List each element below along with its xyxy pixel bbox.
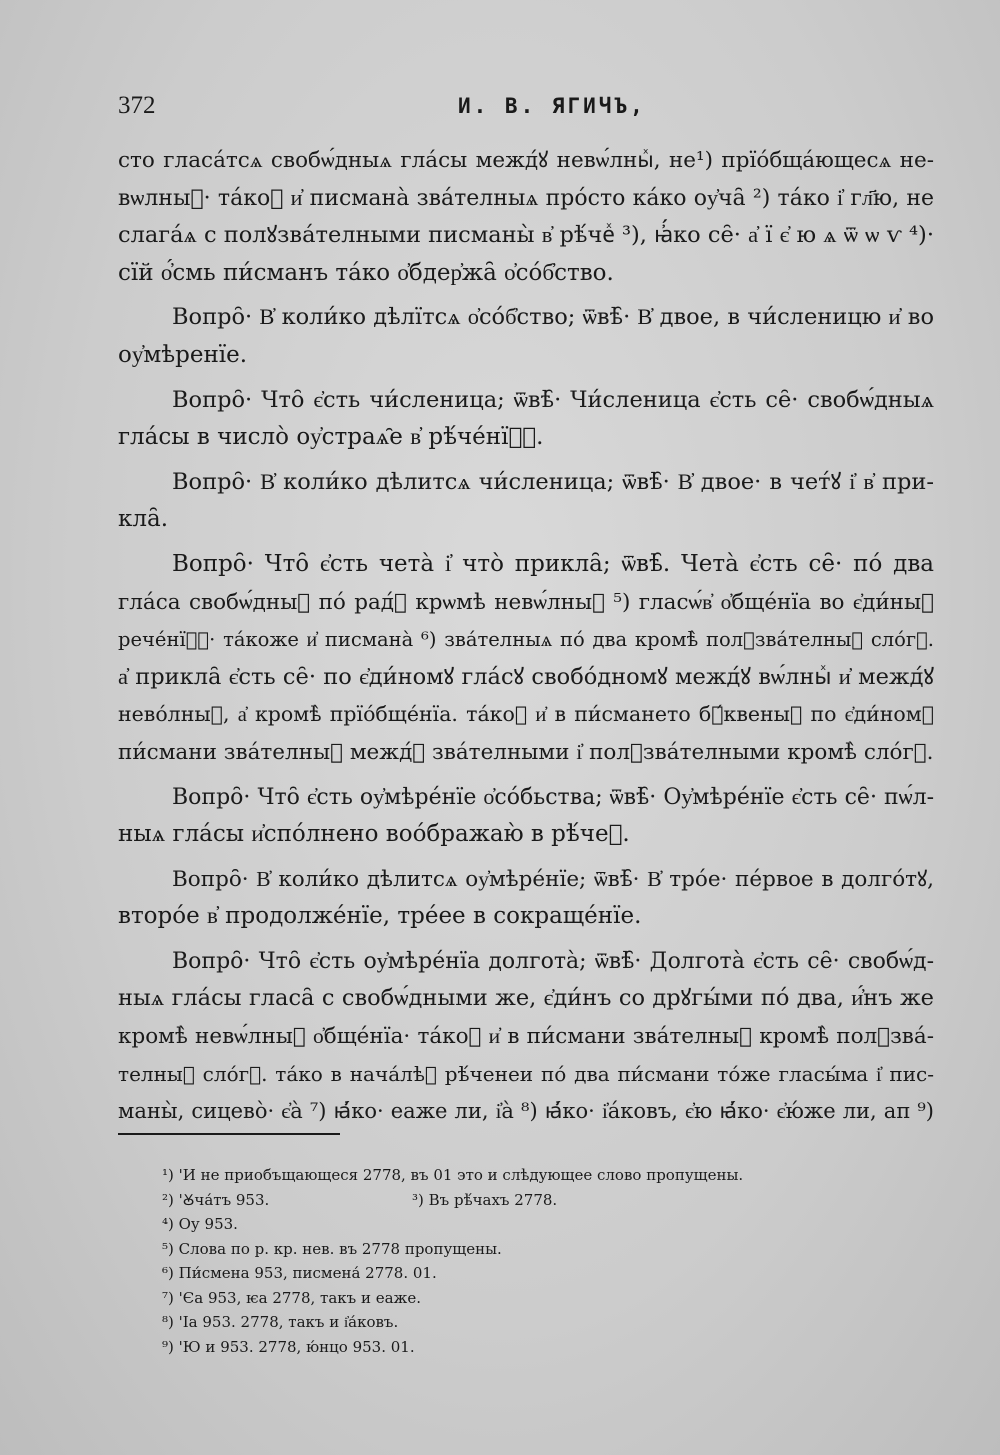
text-line: слага́ѧ с полꙋзва́телными писманы̀ в҆ рѣ́чеⷯ ³), ꙗ҆́ко се̑· а҆ ї є҆ ю ѧ ѿ ѡ ѵ ⁴)· (118, 222, 934, 249)
text-line: кромѣ̀ невѡ́лныⷯ о҆бще́нїа· та́коⷤ и҆ в пи́смани зва́телныⷯ кромѣ̀ полꙋзва́- (118, 1024, 934, 1050)
running-head: И. В. ЯГИЧЪ, (458, 94, 646, 118)
footnote: ⁸) 'Іа 953. 2778, такъ и і҆а́ковъ. (162, 1313, 399, 1331)
page-number: 372 (118, 92, 156, 119)
page-header (118, 92, 938, 128)
text-line: ныѧ гла́сы гласа̑ с свобѡ́дными же, є҆ди́нъ со дрꙋгы́ми по́ два, и҆́нъ же (118, 985, 934, 1012)
text-line: нево́лныⷯ, а҆ кромѣ̀ прїо́бще́нїа. та́коⷤ и҆ в пи́смането бꙋ́квеныⷯ по є҆ди́номꙋ (118, 702, 934, 727)
footnote: ⁹) 'Ю и 953. 2778, ю́нцо 953. 01. (162, 1337, 415, 1356)
text-line: гла́сы в число̀ оу҆страѧ̑е в҆ рѣ́че́нїѧⷯ. (118, 424, 544, 451)
text-line: Вопро̑· В҆ коли́ко дѣлитсѧ оу҆мѣре́нїе; ѿвѣ̑· В҆ тро́е· пе́рвое в долго́тꙋ, (172, 866, 934, 892)
text-line: Вопро̑· Что̑ є҆сть чета̀ і҆ что̀ прикла̑; ѿвѣ̑. Чета̀ є҆сть се̑· по́ два (172, 550, 934, 577)
footnote-pair (162, 1188, 862, 1213)
text-line: а҆ прикла̑ є҆сть се̑· по є҆ди́номꙋ гла́сꙋ свобо́дномꙋ межд́ꙋ вѡ́лныⷯ и҆ межд́ꙋ (118, 663, 934, 690)
text-line: Вопро̑· Что̑ є҆сть чи́сленица; ѿвѣ̑· Чи́сленица є҆сть се̑· свобѡ́дныѧ (172, 386, 934, 413)
text-line: вѡлныⷯ· та́коⷤ и҆ писмана̀ зва́телныѧ про́сто ка́ко оу҆ча̑ ²) та́ко і҆ гл҃ю, не (118, 185, 934, 211)
text-line: сїй о҆́смь пи́сманъ та́ко о҆бдер҆жа̑ о҆со́б҆ство. (118, 259, 614, 286)
text-line: Вопро̑· В҆ коли́ко дѣлитсѧ чи́сленица; ѿвѣ̑· В҆ двое· в чет́ꙋ і҆ в҆ при- (172, 468, 934, 495)
text-line: Вопро̑· Что̑ є҆сть оу҆мѣре́нїе о҆со́бьства; ѿвѣ̑· Оу҆мѣре́нїе є҆сть се̑· пѡ́л- (172, 784, 934, 810)
footnote-rule (118, 1133, 340, 1135)
text-line: второ́е в҆ продолже́нїе, тре́ее в сокраще́нїе. (118, 903, 642, 930)
text-line: пи́смани зва́телныⷯ межд́ꙋ зва́телными і҆ полꙋзва́телными кромѣ̀ сло́гꙋ. (118, 739, 934, 765)
footnote: ¹) 'И не приобъщающеся 2778, въ 01 это и слѣдующее слово пропущены. (162, 1166, 744, 1184)
text-line: Вопро̑· Что̑ є҆сть оу҆мѣре́нїа долгота̀; ѿвѣ̑· Долгота̀ є҆сть се̑· свобѡ́д- (172, 948, 934, 974)
text-line: гла́са свобѡ́дныⷯ по́ рад́ꙋ крѡмѣ невѡ́лныⷯ ⁵) гласѡ́в҆ о҆бще́нїа во є҆ди́ныⷯ (118, 589, 934, 615)
text-line: ныѧ гла́сы и҆спо́лнено воо́бражаю̀ в рѣ́чеⷯ. (118, 821, 630, 848)
text-line: телныⷯ сло́гꙋ. та́ко в нача́лѣⷯ рѣ́ченеи по́ два пи́смани то́же гласы́ма і҆ пис- (118, 1061, 934, 1086)
text-line: маны̀, сицево̀· є҆а̀ ⁷) ꙗ҆́ко· еаже ли, і҆а̀ ⁸) ꙗ҆́ко· і҆а́ковъ, є҆ю ꙗ҆́ко· є҆ю́же ли, ап ⁹) (118, 1099, 934, 1124)
body-text (118, 142, 934, 1131)
footnote: ²) 'Ꙋча́тъ 953. (162, 1190, 270, 1209)
text-line: рече́нїѧⷯ· та́коже и҆ писмана̀ ⁶) зва́телныѧ по́ два кромѣ̀ полꙋзва́телныⷯ сло́гꙋ. (118, 628, 934, 652)
text-line: сто гласа́тсѧ свобѡ́дныѧ гла́сы межд́ꙋ невѡ́лныⷯ, не¹) прїо́бща́ющесѧ не- (118, 148, 934, 173)
footnote: ⁵) Слова по р. кр. нев. въ 2778 пропущены. (162, 1239, 502, 1258)
footnote: ⁴) Оу 953. (162, 1215, 238, 1233)
footnotes (162, 1163, 862, 1359)
footnote: ⁷) 'Єа 953, ѥа 2778, такъ и еаже. (162, 1288, 421, 1307)
footnote: ⁶) Пи́смена 953, писмена́ 2778. 01. (162, 1264, 437, 1282)
text-line: кла̑. (118, 506, 169, 533)
text-line: оу҆мѣренїе. (118, 341, 248, 368)
footnote: ³) Въ рѣ́чахъ 2778. (412, 1190, 558, 1209)
text-line: Вопро̑· В҆ коли́ко дѣлїтсѧ о҆со́б҆ство; ѿвѣ̑· В҆ двое, в чи́сленицю и҆ во (172, 304, 934, 331)
